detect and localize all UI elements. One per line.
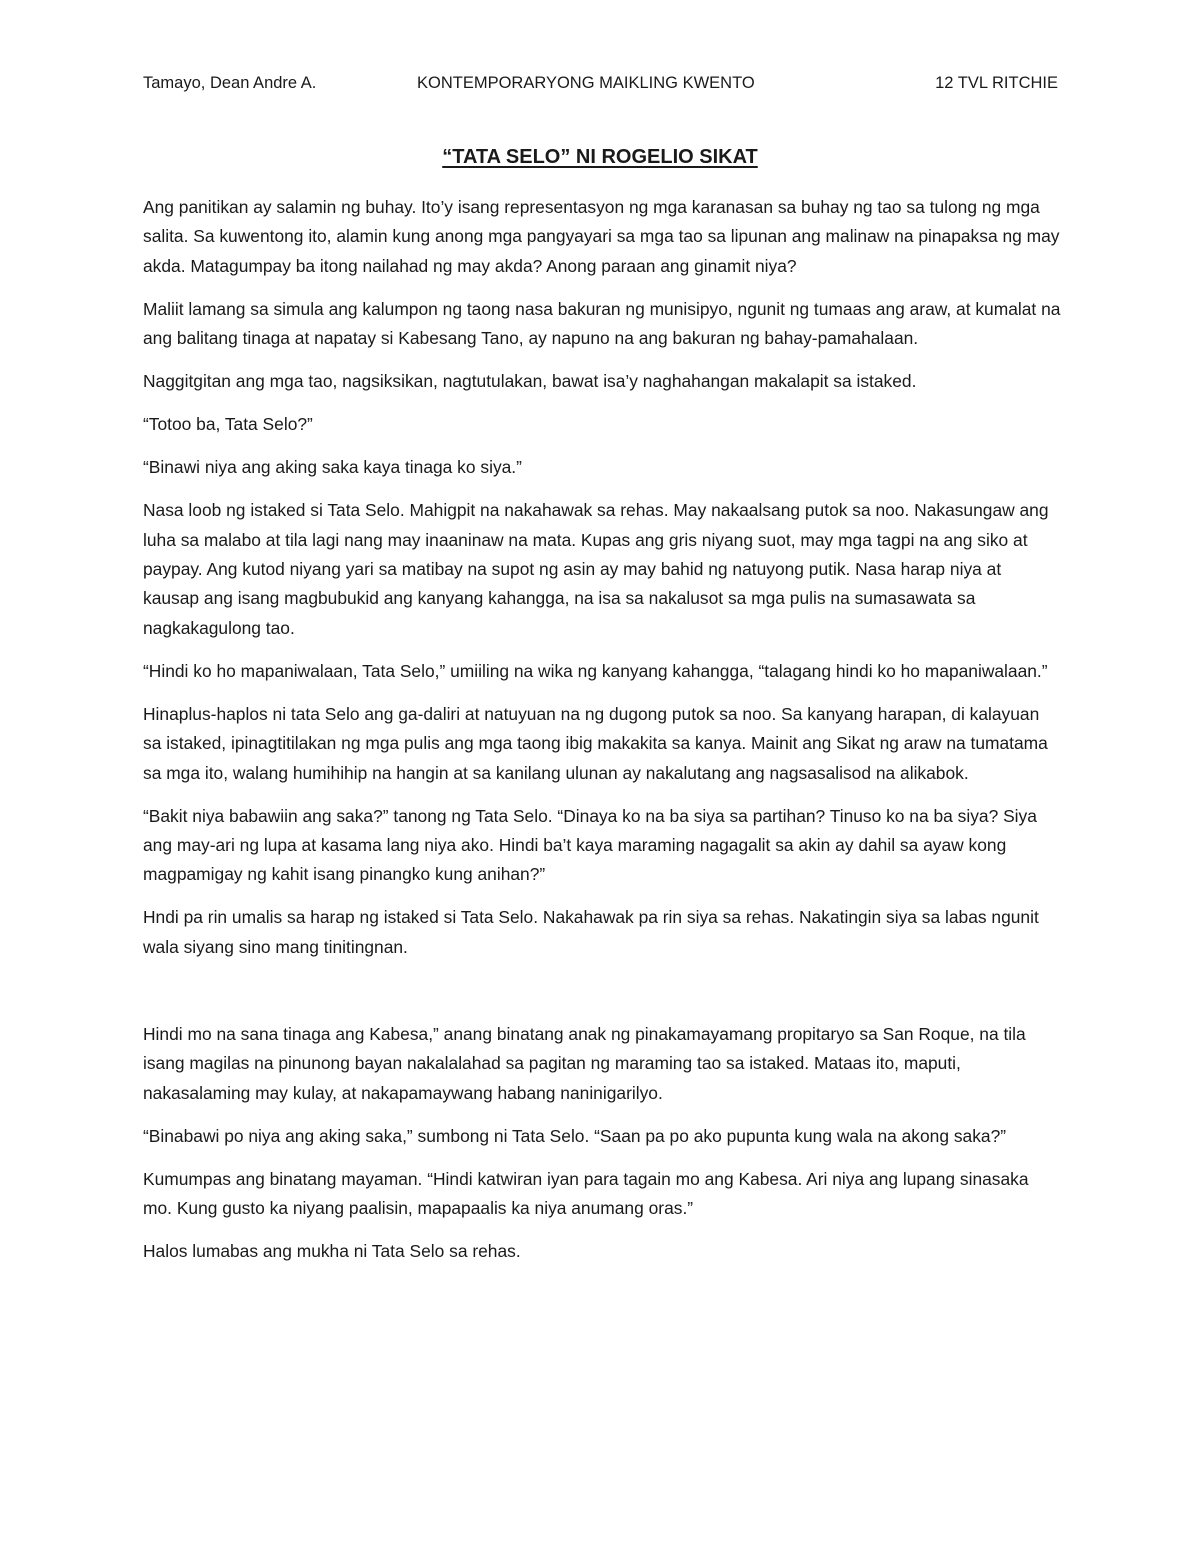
paragraph: Hinaplus-haplos ni tata Selo ang ga-daliri at natuyuan na ng dugong putok sa noo. Sa kanyang harapan, di kalayuan sa istaked, ipinagtitilakan ng mga pulis ang mga taong ibig makakita sa kanya. Mainit ang Sikat ng araw na tumatama sa mga ito, walang humihihip na hangin at sa kanilang ulunan ay nakalutang ang nagsasalisod na alikabok. xyxy=(143,703,1048,783)
blank-space xyxy=(143,976,1061,1020)
paragraph: “Binawi niya ang aking saka kaya tinaga ko siya.” xyxy=(143,457,522,478)
page-header xyxy=(143,74,1058,98)
paragraph: “Binabawi po niya ang aking saka,” sumbong ni Tata Selo. “Saan pa po ako pupunta kung wala na akong saka?” xyxy=(143,1125,1007,1146)
paragraph: Ang panitikan ay salamin ng buhay. Ito’y isang representasyon ng mga karanasan sa buhay ng tao sa tulong ng mga salita. Sa kuwentong ito, alamin kung anong mga pangyayari sa mga tao sa lipunan ang malinaw na pinapaksa ng may akda. Matagumpay ba itong nailahad ng may akda? Anong paraan ang ginamit niya? xyxy=(143,197,1060,276)
document-title: “TATA SELO” NI ROGELIO SIKAT xyxy=(442,146,758,168)
paragraph: Hndi pa rin umalis sa harap ng istaked si Tata Selo. Nakahawak pa rin siya sa rehas. Nakatingin siya sa labas ngunit wala siyang sino mang tinitingnan. xyxy=(143,907,1039,957)
header-section: 12 TVL RITCHIE xyxy=(935,74,1058,92)
document-body xyxy=(143,193,1061,1280)
paragraph: “Totoo ba, Tata Selo?” xyxy=(143,414,313,435)
paragraph: Hindi mo na sana tinaga ang Kabesa,” anang binatang anak ng pinakamayamang propitaryo sa San Roque, na tila isang magilas na pinunong bayan nakalalahad sa pagitan ng maraming tao sa istaked. Mataas ito, maputi, nakasalaming may kulay, at nakapamaywang habang naninigarilyo. xyxy=(143,1023,1026,1103)
paragraph: Kumumpas ang binatang mayaman. “Hindi katwiran iyan para tagain mo ang Kabesa. Ari niya ang lupang sinasaka mo. Kung gusto ka niyang paalisin, mapapaalis ka niya anumang oras.” xyxy=(143,1168,1029,1219)
header-author: Tamayo, Dean Andre A. xyxy=(143,74,317,92)
paragraph: “Hindi ko ho mapaniwalaan, Tata Selo,” umiiling na wika ng kanyang kahangga, “talagang hindi ko ho mapaniwalaan.” xyxy=(143,660,1048,681)
header-subject: KONTEMPORARYONG MAIKLING KWENTO xyxy=(417,74,755,92)
paragraph: Halos lumabas ang mukha ni Tata Selo sa rehas. xyxy=(143,1241,521,1262)
paragraph: Naggitgitan ang mga tao, nagsiksikan, nagtutulakan, bawat isa’y naghahangan makalapit sa istaked. xyxy=(143,371,917,392)
paragraph: “Bakit niya babawiin ang saka?” tanong ng Tata Selo. “Dinaya ko na ba siya sa partihan? Tinuso ko na ba siya? Siya ang may-ari ng lupa at kasama lang niya ako. Hindi ba’t kaya maraming nagagalit sa akin ay dahil sa ayaw kong magpamigay ng kahit isang pinangko kung anihan?” xyxy=(143,805,1037,885)
paragraph: Maliit lamang sa simula ang kalumpon ng taong nasa bakuran ng munisipyo, ngunit ng tumaas ang araw, at kumalat na ang balitang tinaga at napatay si Kabesang Tano, ay napuno na ang bakuran ng bahay-pamahalaan. xyxy=(143,298,1061,349)
paragraph: Nasa loob ng istaked si Tata Selo. Mahigpit na nakahawak sa rehas. May nakaalsang putok sa noo. Nakasungaw ang luha sa malabo at tila lagi nang may inaaninaw na mata. Kupas ang gris niyang suot, may mga tagpi na ang siko at paypay. Ang kutod niyang yari sa matibay na supot ng asin ay may bahid ng natuyong putik. Nasa harap niya at kausap ang isang magbubukid ang kanyang kahangga, na isa sa nakalusot sa mga pulis na sumasawata sa nagkakagulong tao. xyxy=(143,500,1049,638)
